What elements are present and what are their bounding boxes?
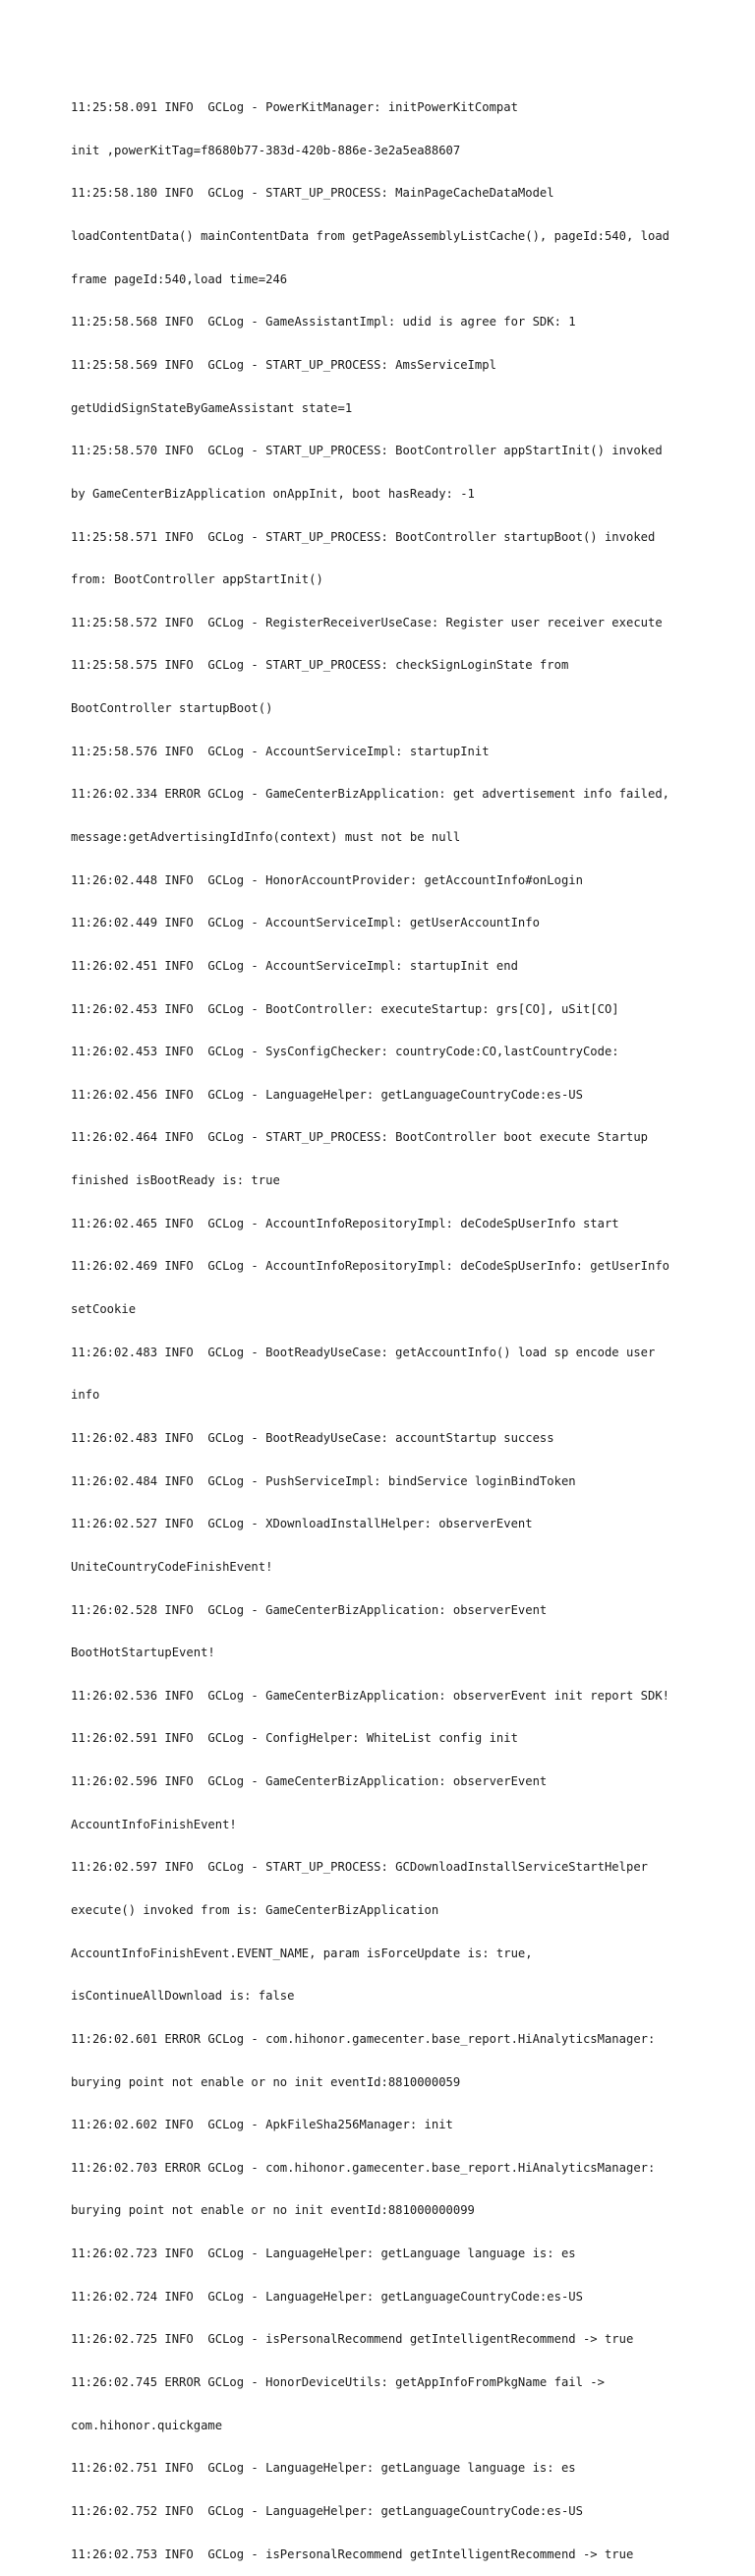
log-line: 11:26:02.602 INFO GCLog - ApkFileSha256Manager: init [71, 2118, 453, 2132]
log-line: AccountInfoFinishEvent.EVENT_NAME, param isForceUpdate is: true, [71, 1946, 533, 1960]
log-line: 11:25:58.576 INFO GCLog - AccountServiceImpl: startupInit [71, 744, 490, 758]
log-line: by GameCenterBizApplication onAppInit, boot hasReady: -1 [71, 486, 475, 501]
log-line: 11:26:02.745 ERROR GCLog - HonorDeviceUtils: getAppInfoFromPkgName fail -> [71, 2375, 605, 2390]
log-line: 11:26:02.591 INFO GCLog - ConfigHelper: WhiteList config init [71, 1731, 518, 1746]
log-line: burying point not enable or no init eventId:881000000099 [71, 2203, 475, 2218]
log-line: 11:26:02.601 ERROR GCLog - com.hihonor.gamecenter.base_report.HiAnalyticsManager: [71, 2031, 656, 2046]
log-line: 11:26:02.723 INFO GCLog - LanguageHelper: getLanguage language is: es [71, 2247, 576, 2261]
log-line: init ,powerKitTag=f8680b77-383d-420b-886e-3e2a5ea88607 [71, 143, 461, 157]
log-line: finished isBootReady is: true [71, 1173, 280, 1188]
log-line: 11:26:02.703 ERROR GCLog - com.hihonor.gamecenter.base_report.HiAnalyticsManager: [71, 2160, 656, 2175]
log-line: 11:26:02.464 INFO GCLog - START_UP_PROCESS: BootController boot execute Startup [71, 1130, 648, 1145]
log-line: UniteCountryCodeFinishEvent! [71, 1559, 273, 1574]
log-line: com.hihonor.quickgame [71, 2418, 223, 2432]
log-line: execute() invoked from is: GameCenterBizApplication [71, 1903, 439, 1917]
log-line: 11:26:02.453 INFO GCLog - SysConfigChecker: countryCode:CO,lastCountryCode: [71, 1045, 619, 1059]
log-line: 11:26:02.334 ERROR GCLog - GameCenterBizApplication: get advertisement info failed, [71, 787, 670, 802]
log-line: BootController startupBoot() [71, 701, 273, 716]
log-line: 11:26:02.449 INFO GCLog - AccountServiceImpl: getUserAccountInfo [71, 916, 540, 930]
log-line: 11:26:02.724 INFO GCLog - LanguageHelper: getLanguageCountryCode:es-US [71, 2289, 583, 2304]
log-line: getUdidSignStateByGameAssistant state=1 [71, 400, 353, 415]
log-line: message:getAdvertisingIdInfo(context) must not be null [71, 829, 461, 844]
log-line: frame pageId:540,load time=246 [71, 271, 288, 286]
log-line: 11:26:02.483 INFO GCLog - BootReadyUseCase: getAccountInfo() load sp encode user [71, 1345, 656, 1359]
log-text-block [71, 72, 700, 2576]
log-line: 11:26:02.483 INFO GCLog - BootReadyUseCase: accountStartup success [71, 1430, 554, 1445]
log-line: 11:25:58.571 INFO GCLog - START_UP_PROCESS: BootController startupBoot() invoked [71, 529, 656, 544]
log-line: 11:25:58.570 INFO GCLog - START_UP_PROCESS: BootController appStartInit() invoked [71, 444, 663, 458]
log-line: AccountInfoFinishEvent! [71, 1817, 237, 1831]
log-line: 11:26:02.456 INFO GCLog - LanguageHelper: getLanguageCountryCode:es-US [71, 1087, 583, 1102]
log-line: 11:26:02.465 INFO GCLog - AccountInfoRepositoryImpl: deCodeSpUserInfo start [71, 1216, 619, 1230]
log-line: 11:26:02.725 INFO GCLog - isPersonalRecommend getIntelligentRecommend -> true [71, 2332, 634, 2347]
log-line: 11:25:58.568 INFO GCLog - GameAssistantImpl: udid is agree for SDK: 1 [71, 315, 576, 329]
log-line: 11:26:02.596 INFO GCLog - GameCenterBizApplication: observerEvent [71, 1774, 548, 1789]
log-line: 11:26:02.448 INFO GCLog - HonorAccountProvider: getAccountInfo#onLogin [71, 872, 583, 887]
log-line: 11:25:58.575 INFO GCLog - START_UP_PROCESS: checkSignLoginState from [71, 658, 569, 673]
log-line: from: BootController appStartInit() [71, 572, 323, 587]
log-line: 11:26:02.469 INFO GCLog - AccountInfoRepositoryImpl: deCodeSpUserInfo: getUserInfo [71, 1259, 670, 1274]
log-line: 11:26:02.451 INFO GCLog - AccountServiceImpl: startupInit end [71, 958, 518, 973]
log-line: 11:26:02.752 INFO GCLog - LanguageHelper: getLanguageCountryCode:es-US [71, 2503, 583, 2518]
log-line: 11:26:02.528 INFO GCLog - GameCenterBizApplication: observerEvent [71, 1602, 548, 1617]
log-line: 11:26:02.597 INFO GCLog - START_UP_PROCESS: GCDownloadInstallServiceStartHelper [71, 1860, 648, 1875]
log-line: 11:26:02.527 INFO GCLog - XDownloadInstallHelper: observerEvent [71, 1517, 533, 1531]
log-line: loadContentData() mainContentData from getPageAssemblyListCache(), pageId:540, load [71, 229, 670, 244]
log-line: info [71, 1388, 100, 1403]
log-line: 11:26:02.536 INFO GCLog - GameCenterBizApplication: observerEvent init report SDK! [71, 1688, 670, 1703]
log-line: BootHotStartupEvent! [71, 1646, 215, 1660]
log-line: 11:26:02.753 INFO GCLog - isPersonalRecommend getIntelligentRecommend -> true [71, 2546, 634, 2561]
log-line: 11:25:58.569 INFO GCLog - START_UP_PROCESS: AmsServiceImpl [71, 357, 496, 372]
log-line: 11:26:02.453 INFO GCLog - BootController: executeStartup: grs[CO], uSit[CO] [71, 1001, 619, 1016]
log-line: 11:26:02.484 INFO GCLog - PushServiceImpl: bindService loginBindToken [71, 1473, 576, 1488]
log-line: 11:25:58.091 INFO GCLog - PowerKitManager: initPowerKitCompat [71, 100, 518, 115]
log-line: 11:25:58.572 INFO GCLog - RegisterReceiverUseCase: Register user receiver execute [71, 615, 663, 629]
log-line: burying point not enable or no init eventId:8810000059 [71, 2074, 461, 2089]
log-line: setCookie [71, 1302, 137, 1317]
log-line: 11:26:02.751 INFO GCLog - LanguageHelper: getLanguage language is: es [71, 2461, 576, 2476]
log-line: 11:25:58.180 INFO GCLog - START_UP_PROCESS: MainPageCacheDataModel [71, 186, 554, 201]
log-line: isContinueAllDownload is: false [71, 1989, 295, 2004]
